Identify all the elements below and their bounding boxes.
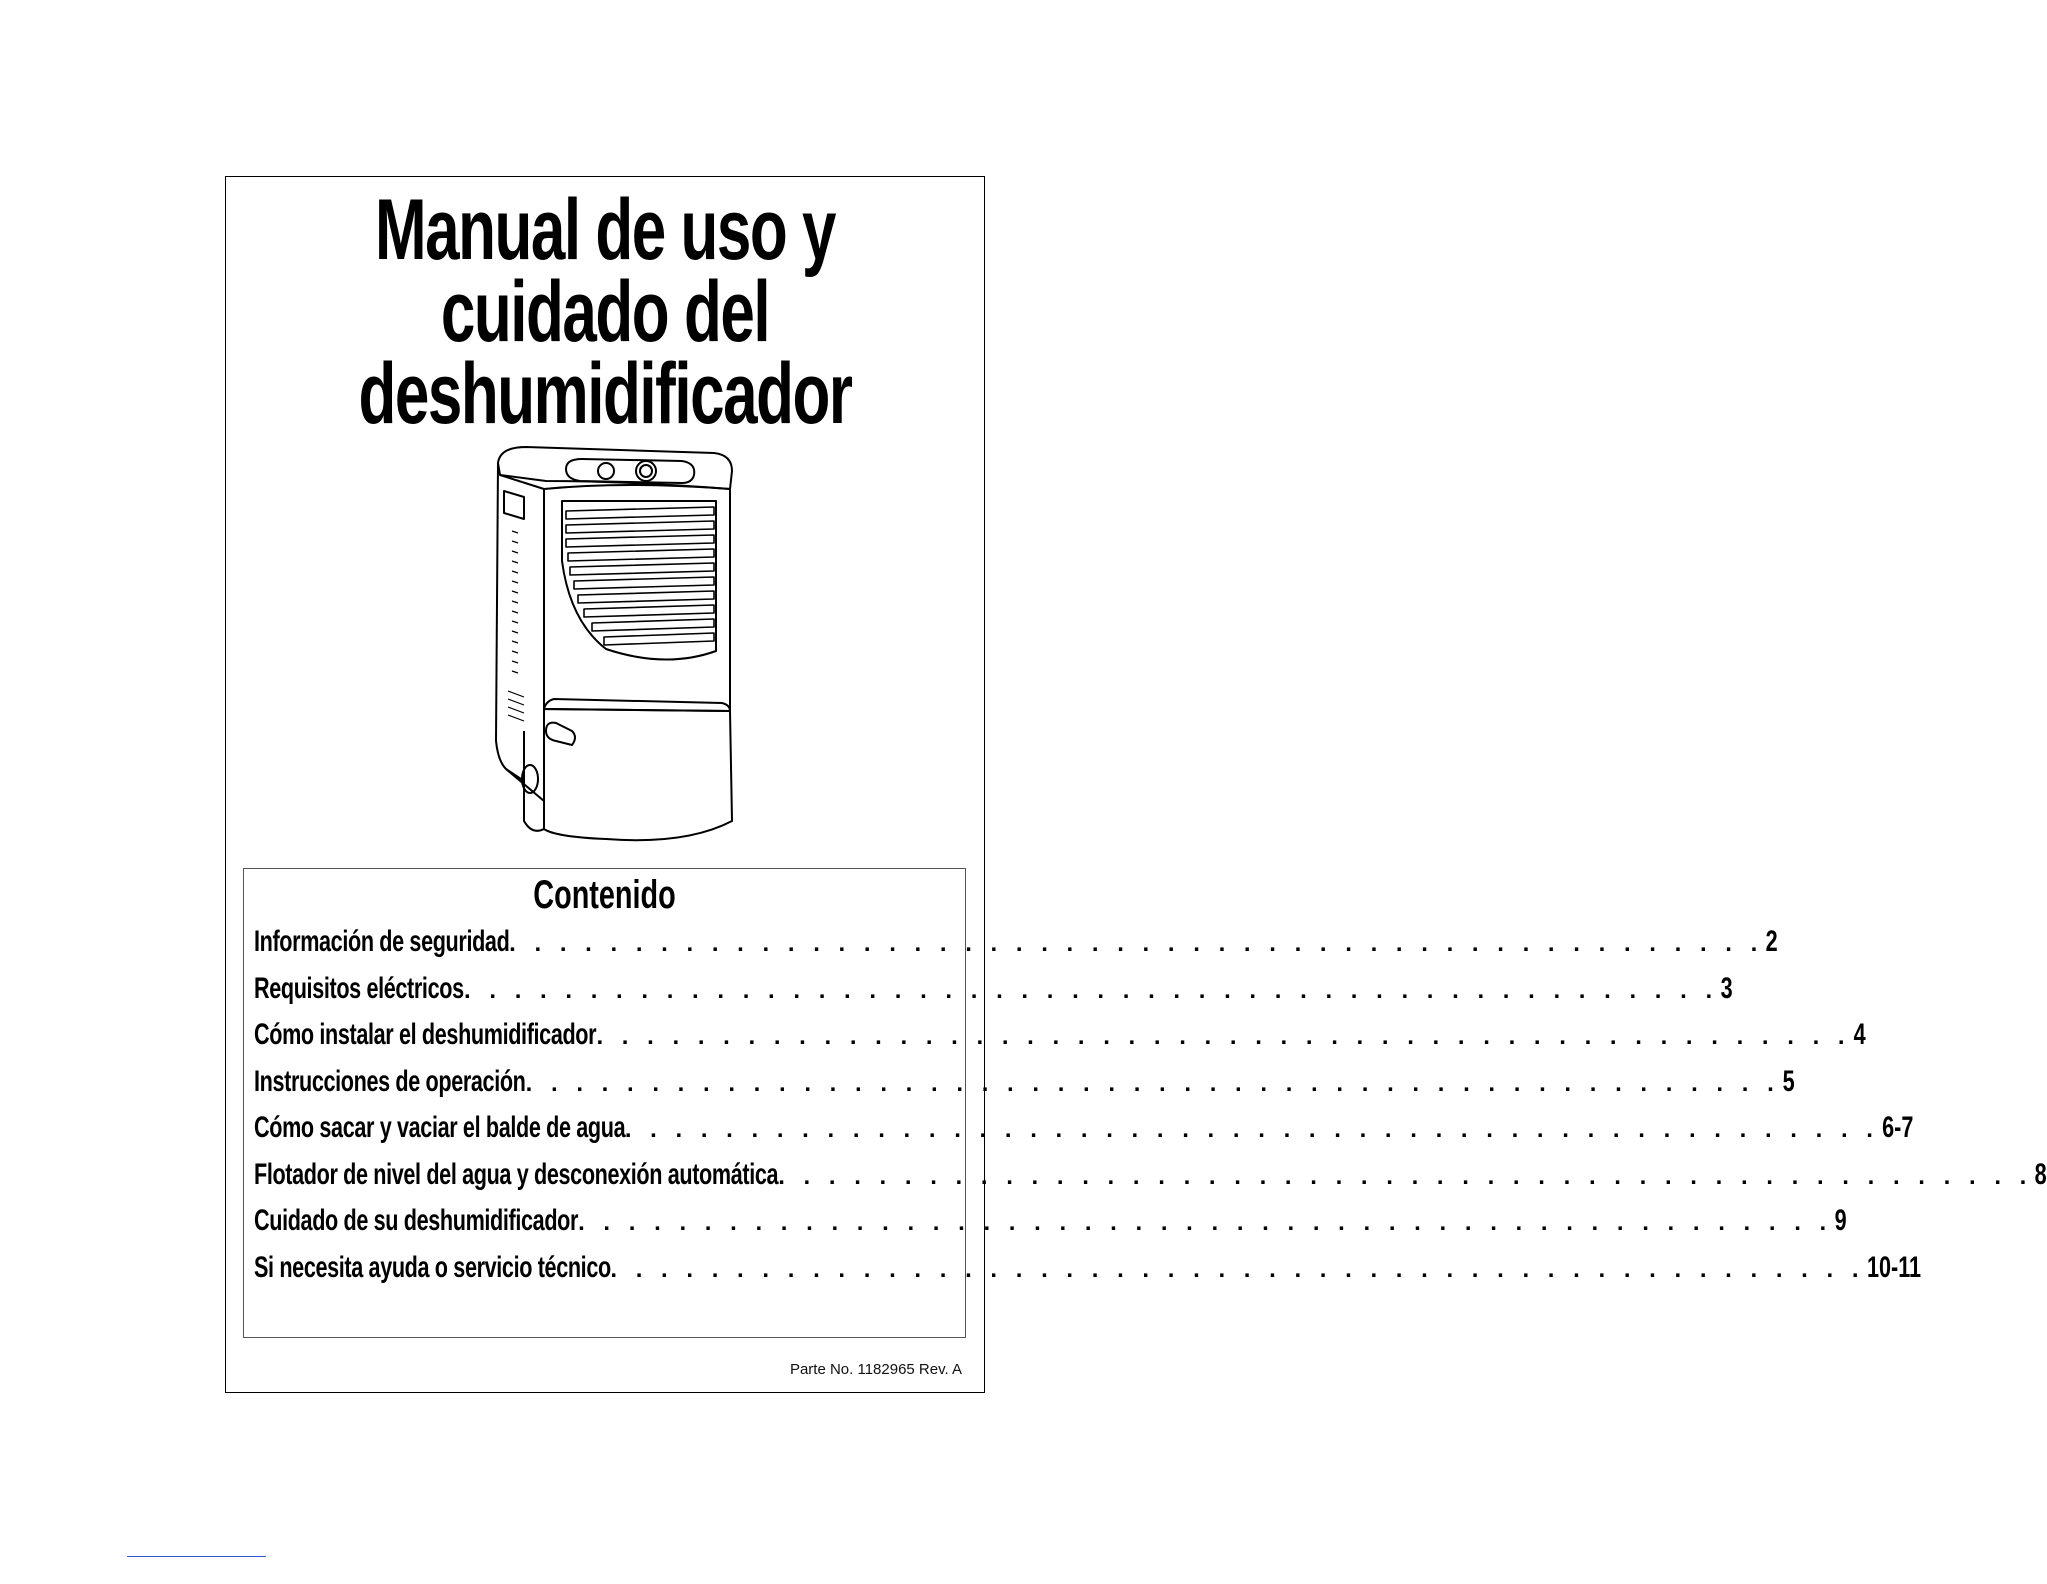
toc-item-label: Cómo instalar el deshumidificador [254, 1018, 597, 1051]
toc-leader-dots: . . . . . . . . . . . . . . . . . . . . . . . . . . . . . . . . . . . . . . . . . . . . . . . . . . [778, 1162, 2033, 1190]
toc-item-page: 6-7 [1882, 1111, 1914, 1144]
toc-item[interactable] [254, 1062, 1795, 1109]
toc-leader-dots: . . . . . . . . . . . . . . . . . . . . . . . . . . . . . . . . . . . . . . . . . . . . . . . . . . [578, 1209, 1833, 1236]
manual-cover [225, 176, 2047, 1393]
footer-link-underline[interactable] [127, 1556, 266, 1557]
toc-item[interactable] [254, 969, 1733, 1016]
toc-leader-dots: . . . . . . . . . . . . . . . . . . . . . . . . . . . . . . . . . . . . . . . . . . . . . . . . . . [525, 1069, 1780, 1097]
toc-leader-dots: . . . . . . . . . . . . . . . . . . . . . . . . . . . . . . . . . . . . . . . . . . . . . . . . . . [596, 1023, 1851, 1050]
part-number: Parte No. 1182965 Rev. A [789, 1361, 962, 1378]
toc-item-label: Flotador de nivel del agua y desconexión automática [254, 1157, 779, 1191]
toc-leader-dots: . . . . . . . . . . . . . . . . . . . . . . . . . . . . . . . . . . . . . . . . . . . . . . . . . . [509, 930, 1764, 957]
toc-item[interactable] [254, 1108, 1914, 1155]
toc-leader-dots: . . . . . . . . . . . . . . . . . . . . . . . . . . . . . . . . . . . . . . . . . . . . . . . . . . [464, 976, 1719, 1004]
dehumidifier-illustration [486, 441, 746, 861]
toc-item-page: 10-11 [1867, 1250, 1922, 1284]
toc-item[interactable] [254, 1015, 1866, 1062]
toc-item-page: 2 [1765, 925, 1778, 958]
title-line-3: deshumidificador [358, 346, 852, 442]
toc-item-label: Información de seguridad [254, 925, 510, 958]
toc-item-page: 3 [1720, 971, 1733, 1005]
toc-leader-dots: . . . . . . . . . . . . . . . . . . . . . . . . . . . . . . . . . . . . . . . . . . . . . . . . . . [624, 1116, 1879, 1143]
toc-list [254, 922, 2047, 1294]
toc-item-label: Cuidado de su deshumidificador [254, 1204, 579, 1237]
toc-item-label: Instrucciones de operación [254, 1064, 526, 1098]
toc-item-label: Requisitos eléctricos [254, 971, 464, 1005]
toc-item[interactable] [254, 1248, 1922, 1295]
toc-item-page: 4 [1853, 1018, 1866, 1051]
toc-item-label: Si necesita ayuda o servicio técnico [254, 1250, 611, 1284]
toc-item-page: 5 [1782, 1064, 1795, 1098]
toc-item-page: 8 [2034, 1157, 2047, 1191]
manual-title [226, 182, 984, 442]
table-of-contents [243, 868, 2047, 1338]
toc-leader-dots: . . . . . . . . . . . . . . . . . . . . . . . . . . . . . . . . . . . . . . . . . . . . . . . . . . [610, 1255, 1865, 1283]
toc-item[interactable] [254, 922, 1778, 969]
toc-item[interactable] [254, 1201, 1847, 1248]
toc-heading: Contenido [533, 873, 676, 917]
title-line-2: cuidado del [440, 264, 770, 360]
toc-item-label: Cómo sacar y vaciar el balde de agua [254, 1111, 626, 1144]
toc-item[interactable] [254, 1155, 2047, 1202]
toc-item-page: 9 [1834, 1204, 1847, 1237]
title-line-1: Manual de uso y [374, 182, 836, 278]
